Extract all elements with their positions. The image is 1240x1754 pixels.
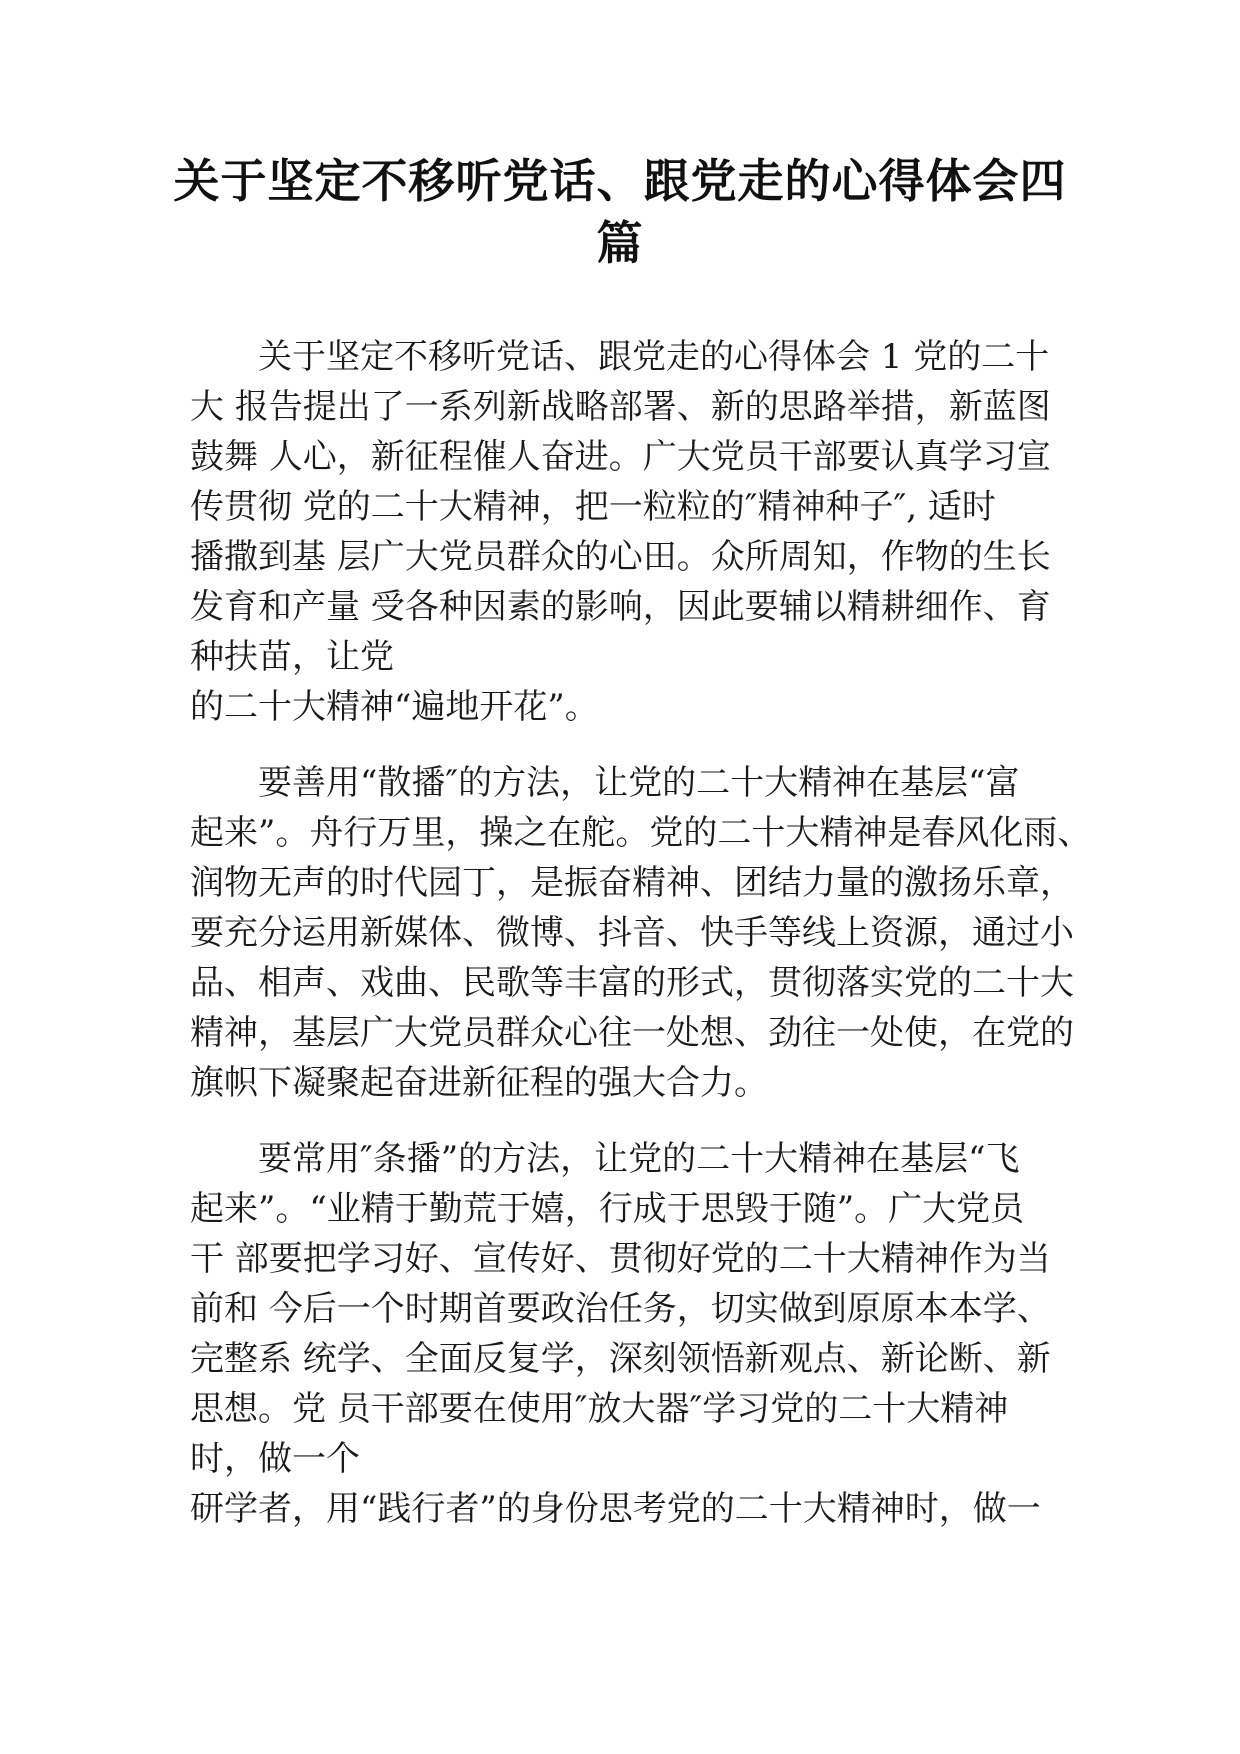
- paragraph-line: 前和 今后一个时期首要政治任务，切实做到原原本本学、: [190, 1289, 1051, 1329]
- paragraph-1: [190, 332, 1070, 732]
- paragraph-line: 播撒到基 层广大党员群众的心田。众所周知，作物的生长: [190, 537, 1051, 577]
- paragraph-2: [190, 758, 1092, 1108]
- paragraph-line: 品、相声、戏曲、民歌等丰富的形式，贯彻落实党的二十大: [190, 963, 1074, 1003]
- paragraph-line: 完整系 统学、全面反复学，深刻领悟新观点、新论断、新: [190, 1339, 1051, 1379]
- paragraph-line: 起来”。舟行万里，操之在舵。党的二十大精神是春风化雨、: [190, 813, 1092, 853]
- document-title: [150, 150, 1090, 274]
- paragraph-line: 精神，基层广大党员群众心往一处想、劲往一处使，在党的: [190, 1013, 1074, 1053]
- paragraph-line: 大 报告提出了一系列新战略部署、新的思路举措，新蓝图: [190, 387, 1051, 427]
- paragraph-line: 鼓舞 人心，新征程催人奋进。广大党员干部要认真学习宣: [190, 437, 1051, 477]
- paragraph-3: [190, 1134, 1070, 1534]
- paragraph-line: 种扶苗，让党: [190, 637, 394, 677]
- paragraph-line: 要充分运用新媒体、微博、抖音、快手等线上资源，通过小: [190, 913, 1074, 953]
- paragraph-line: 研学者，用“践行者”的身份思考党的二十大精神时，做一: [190, 1489, 1041, 1529]
- paragraph-line: 干 部要把学习好、宣传好、贯彻好党的二十大精神作为当: [190, 1239, 1051, 1279]
- paragraph-line: 时，做一个: [190, 1439, 360, 1479]
- document-body: [190, 332, 1092, 1534]
- paragraph-line: 思想。党 员干部要在使用″放大器″学习党的二十大精神: [190, 1389, 1009, 1429]
- paragraph-line: 起来”。“业精于勤荒于嬉，行成于思毁于随”。广大党员: [190, 1189, 1025, 1229]
- paragraph-line: 旗帜下凝聚起奋进新征程的强大合力。: [190, 1063, 768, 1103]
- paragraph-line: 要善用“散播″的方法，让党的二十大精神在基层“富: [258, 763, 1020, 803]
- paragraph-gap: [190, 1108, 1070, 1134]
- paragraph-line: 关于坚定不移听党话、跟党走的心得体会 1 党的二十: [258, 337, 1050, 377]
- title-line-2: 篇: [596, 216, 644, 270]
- title-line-1: 关于坚定不移听党话、跟党走的心得体会四: [173, 154, 1067, 208]
- paragraph-line: 的二十大精神“遍地开花”。: [190, 687, 599, 727]
- paragraph-line: 要常用″条播”的方法，让党的二十大精神在基层“飞: [258, 1139, 1020, 1179]
- paragraph-line: 发育和产量 受各种因素的影响，因此要辅以精耕细作、育: [190, 587, 1051, 627]
- paragraph-gap: [190, 732, 1070, 758]
- paragraph-line: 传贯彻 党的二十大精神，把一粒粒的″精神种子″, 适时: [190, 487, 996, 527]
- paragraph-line: 润物无声的时代园丁，是振奋精神、团结力量的激扬乐章，: [190, 863, 1074, 903]
